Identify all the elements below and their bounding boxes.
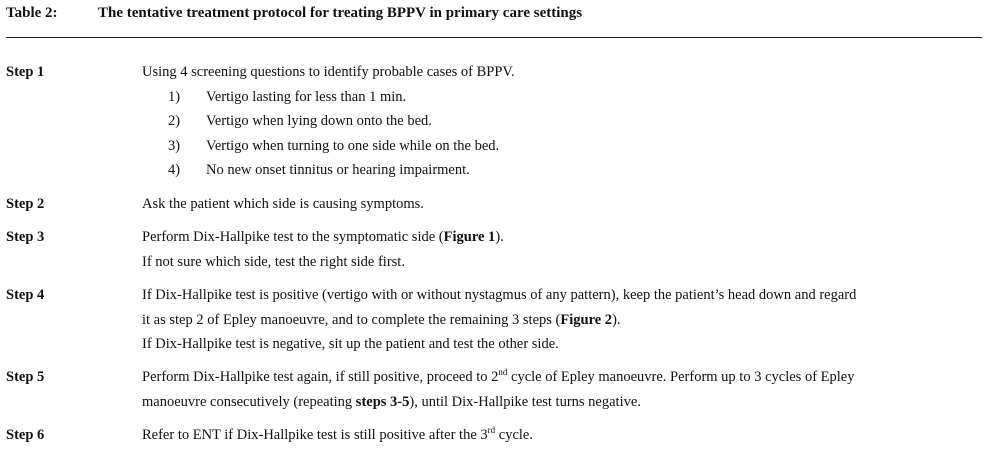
figure-ref: Figure 2 — [560, 312, 613, 328]
list-item-number: 3) — [168, 138, 181, 154]
step-6-label: Step 6 — [6, 427, 45, 443]
figure-ref: Figure 1 — [443, 229, 496, 245]
caption-rule — [6, 37, 982, 38]
step-1-label: Step 1 — [6, 64, 45, 80]
step-1-text: Using 4 screening questions to identify probable cases of BPPV. — [142, 64, 515, 80]
table-label: Table 2: — [6, 5, 58, 21]
text-run: it as step 2 of Epley manoeuvre, and to complete the remaining 3 steps ( — [142, 312, 561, 328]
list-item-text: Vertigo when turning to one side while on the bed. — [206, 138, 500, 154]
text-run: ). — [612, 312, 621, 328]
text-run: Perform Dix-Hallpike test to the symptomatic side ( — [142, 229, 444, 245]
text-run: cycle of Epley manoeuvre. Perform up to 3 cycles of Epley — [507, 369, 855, 385]
list-item-text: Vertigo lasting for less than 1 min. — [206, 89, 407, 105]
text-run: ). — [495, 229, 504, 245]
step-3-text-line-2: If not sure which side, test the right side first. — [142, 254, 405, 270]
step-4-text-line-3: If Dix-Hallpike test is negative, sit up the patient and test the other side. — [142, 336, 559, 352]
step-5-label: Step 5 — [6, 369, 45, 385]
list-item-number: 2) — [168, 113, 181, 129]
text-run: manoeuvre consecutively (repeating — [142, 394, 356, 410]
ordinal-suffix: nd — [498, 367, 508, 378]
ordinal-suffix: rd — [487, 425, 496, 436]
step-2-text: Ask the patient which side is causing symptoms. — [142, 196, 424, 212]
step-4-text-line-2 — [142, 312, 621, 329]
table-title: The tentative treatment protocol for treating BPPV in primary care settings — [98, 5, 583, 21]
text-run: Refer to ENT if Dix-Hallpike test is still positive after the 3 — [142, 427, 488, 443]
text-run: ), until Dix-Hallpike test turns negative. — [409, 394, 641, 410]
step-6-text — [142, 427, 533, 444]
step-3-label: Step 3 — [6, 229, 45, 245]
step-3-text-line-1 — [142, 229, 504, 246]
list-item-text: No new onset tinnitus or hearing impairment. — [206, 162, 470, 178]
step-2-label: Step 2 — [6, 196, 45, 212]
text-run: Perform Dix-Hallpike test again, if still positive, proceed to 2 — [142, 369, 499, 385]
step-5-text-line-1 — [142, 369, 854, 386]
list-item-number: 4) — [168, 162, 181, 178]
list-item-number: 1) — [168, 89, 181, 105]
step-4-text-line-1: If Dix-Hallpike test is positive (vertigo with or without nystagmus of any pattern), keep the patient’s head down and regard — [142, 287, 857, 303]
step-4-label: Step 4 — [6, 287, 45, 303]
text-run: cycle. — [495, 427, 533, 443]
steps-ref: steps 3-5 — [355, 394, 410, 410]
table-caption — [6, 5, 582, 22]
list-item-text: Vertigo when lying down onto the bed. — [206, 113, 432, 129]
step-5-text-line-2 — [142, 394, 641, 411]
